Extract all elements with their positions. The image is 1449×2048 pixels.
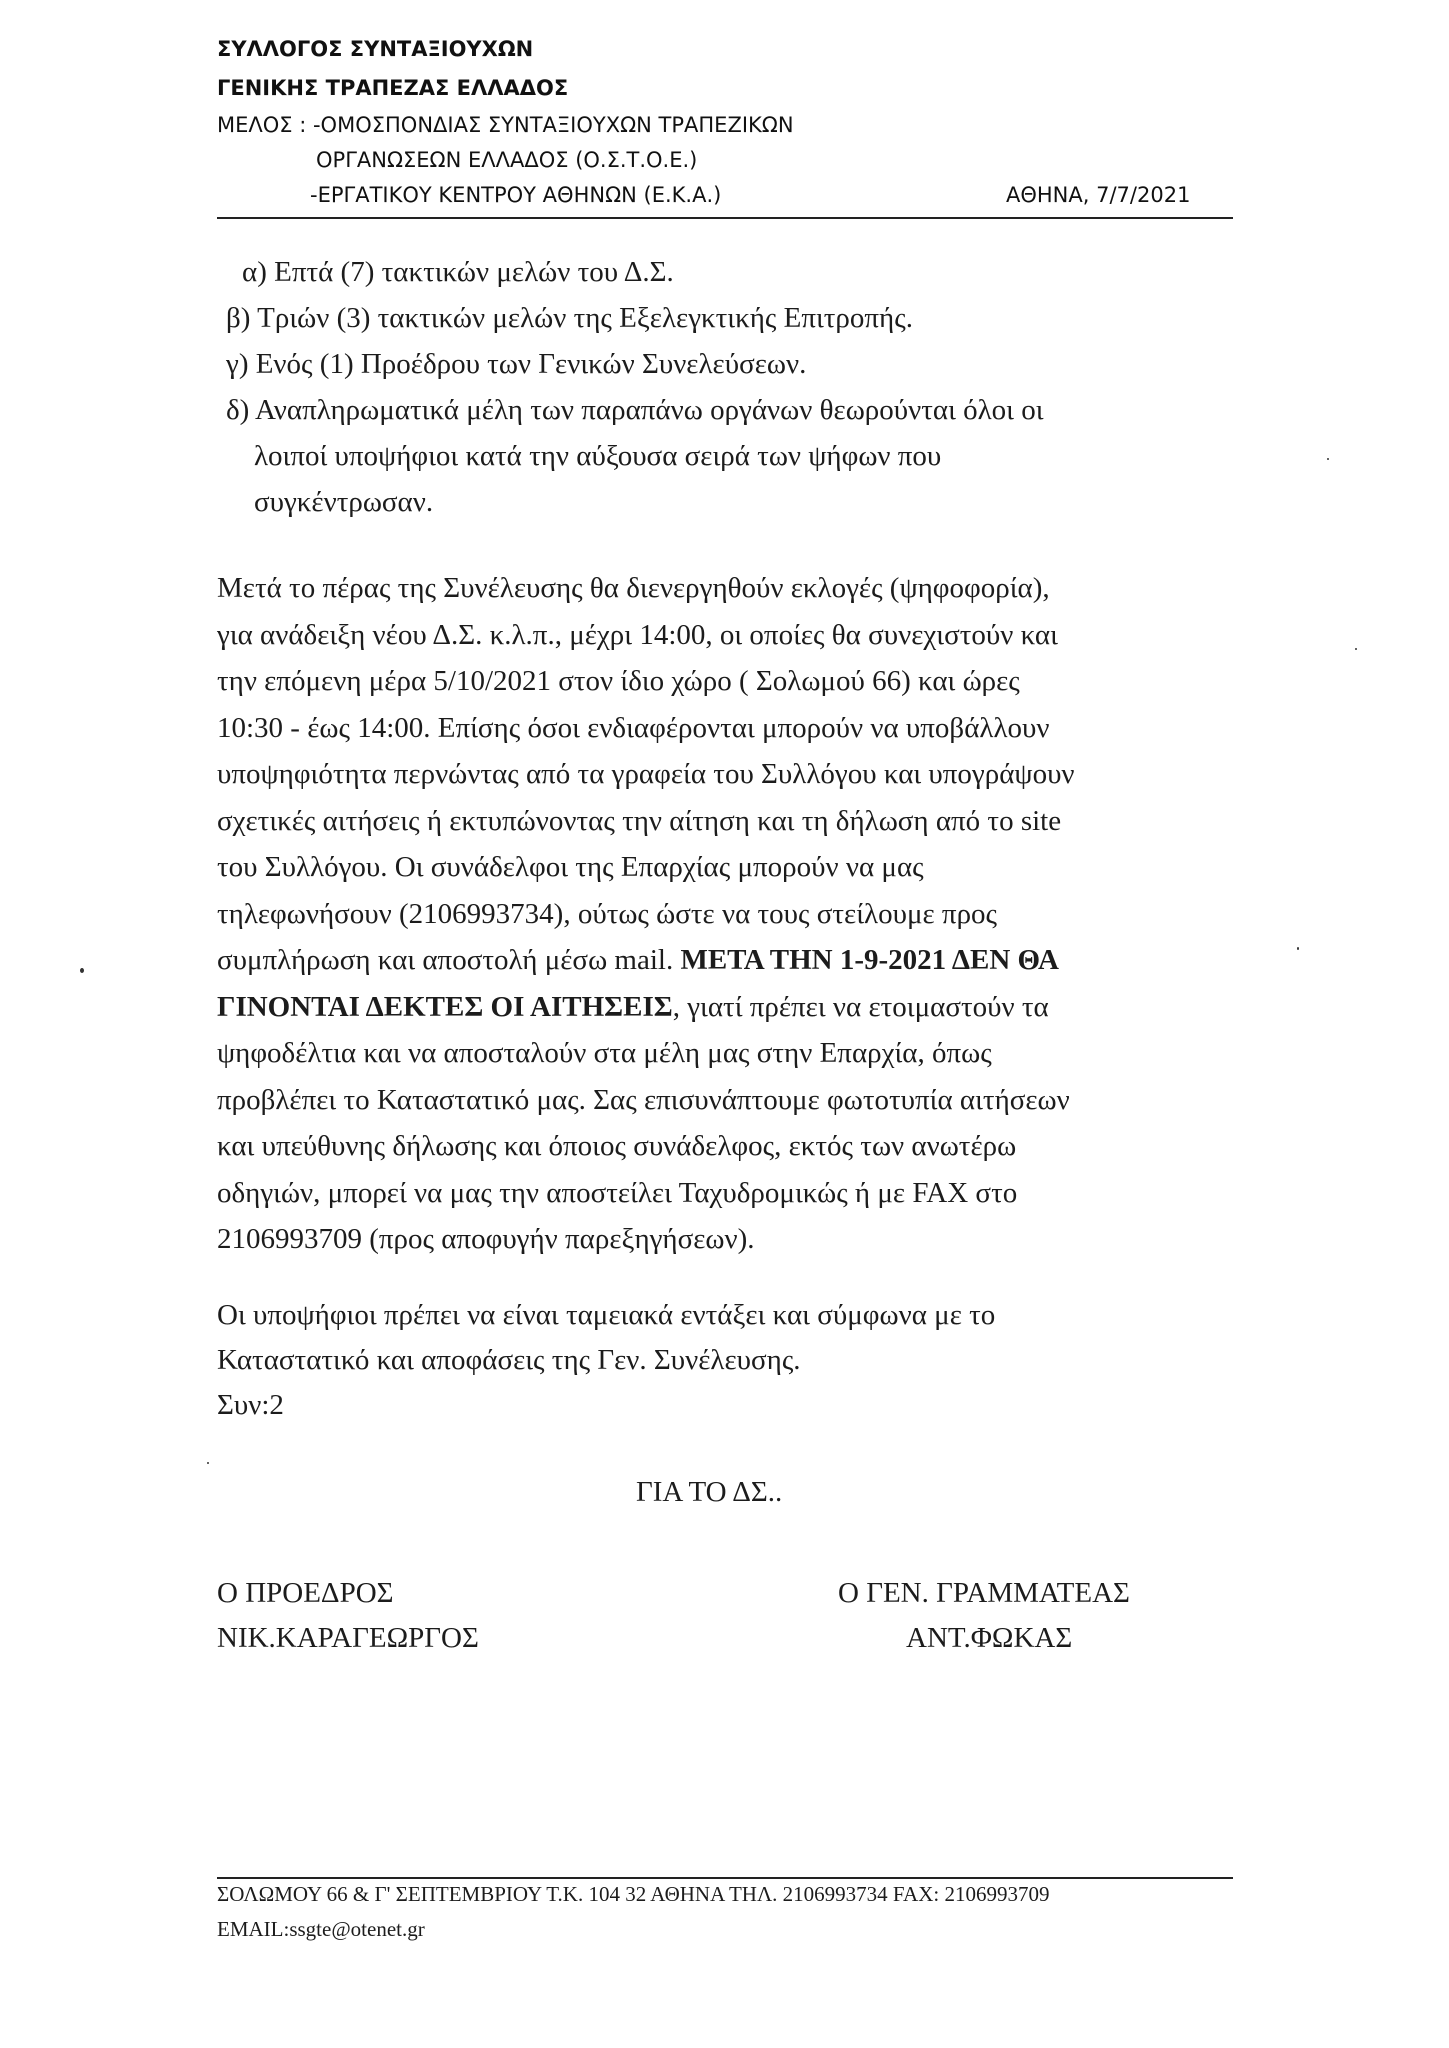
text-line: τηλεφωνήσουν (2106993734), ούτως ώστε να τους στείλουμε προς [217, 897, 998, 930]
list-item-d-continuation: συγκέντρωσαν. [254, 486, 434, 518]
deadline-notice: ΓΙΝΟΝΤΑΙ ΔΕΚΤΕΣ ΟΙ ΑΙΤΗΣΕΙΣ [217, 990, 673, 1023]
list-item-a: α) Επτά (7) τακτικών μελών του Δ.Σ. [242, 256, 674, 288]
text-line: προβλέπει το Καταστατικό μας. Σας επισυνάπτουμε φωτοτυπία αιτήσεων [217, 1083, 1070, 1116]
footer-email: EMAIL:ssgte@otenet.gr [217, 1917, 425, 1941]
text-line: 10:30 - έως 14:00. Επίσης όσοι ενδιαφέρονται μπορούν να υποβάλλουν [217, 711, 1050, 744]
text-line [217, 937, 1237, 984]
scan-speck [1355, 648, 1357, 650]
elections-paragraph [217, 565, 1237, 1263]
footer-address: ΣΟΛΩΜΟΥ 66 & Γ' ΣΕΠΤΕΜΒΡΙΟΥ Τ.Κ. 104 32 ΑΘΗΝΑ ΤΗΛ. 2106993734 FAX: 2106993709 [217, 1882, 1050, 1906]
text-line: υποψηφιότητα περνώντας από τα γραφεία του Συλλόγου και υπογράψουν [217, 758, 1075, 790]
text-line: του Συλλόγου. Οι συνάδελφοι της Επαρχίας μπορούν να μας [217, 851, 924, 883]
text-line: 2106993709 (προς αποφυγήν παρεξηγήσεων). [217, 1223, 755, 1255]
text-line: ψηφοδέλτια και να αποσταλούν στα μέλη μας στην Επαρχία, όπως [217, 1037, 992, 1069]
text-segment: , γιατί πρέπει να ετοιμαστούν τα [672, 990, 1049, 1023]
text-line: οδηγιών, μπορεί να μας την αποστείλει Ταχυδρομικώς ή με FAX στο [217, 1176, 1018, 1209]
text-segment: συμπλήρωση και αποστολή μέσω mail. [217, 944, 681, 976]
text-line: για ανάδειξη νέου Δ.Σ. κ.λ.π., μέχρι 14:00, οι οποίες θα συνεχιστούν και [217, 618, 1058, 651]
membership-line1: ΜΕΛΟΣ : -ΟΜΟΣΠΟΝΔΙΑΣ ΣΥΝΤΑΞΙΟΥΧΩΝ ΤΡΑΠΕΖΙΚΩΝ [217, 113, 794, 137]
document-date: ΑΘΗΝΑ, 7/7/2021 [1006, 183, 1191, 207]
attachments-count: Συν:2 [217, 1389, 284, 1421]
text-line: Καταστατικό και αποφάσεις της Γεν. Συνέλευσης. [217, 1344, 801, 1376]
secretary-title: Ο ΓΕΝ. ΓΡΑΜΜΑΤΕΑΣ [838, 1577, 1130, 1609]
president-title: Ο ΠΡΟΕΔΡΟΣ [217, 1577, 394, 1609]
text-line: την επόμενη μέρα 5/10/2021 στον ίδιο χώρο ( Σολωμού 66) και ώρες [217, 665, 1020, 697]
membership-line2: ΟΡΓΑΝΩΣΕΩΝ ΕΛΛΑΔΟΣ (Ο.Σ.Τ.Ο.Ε.) [316, 148, 698, 172]
secretary-name: ΑΝΤ.ΦΩΚΑΣ [906, 1622, 1073, 1654]
list-item-c: γ) Ενός (1) Προέδρου των Γενικών Συνελεύσεων. [226, 348, 807, 380]
scan-speck [1327, 458, 1329, 460]
text-line: Οι υποψήφιοι πρέπει να είναι ταμειακά εντάξει και σύμφωνα με το [217, 1299, 996, 1331]
text-line: σχετικές αιτήσεις ή εκτυπώνοντας την αίτηση και τη δήλωση από το site [217, 804, 1062, 837]
text-line: Μετά το πέρας της Συνέλευσης θα διενεργηθούν εκλογές (ψηφοφορία), [217, 572, 1050, 604]
text-line: και υπεύθυνης δήλωσης και όποιος συνάδελφος, εκτός των ανωτέρω [217, 1130, 1017, 1162]
scan-speck [80, 968, 84, 973]
list-item-b: β) Τριών (3) τακτικών μελών της Εξελεγκτικής Επιτροπής. [226, 302, 913, 334]
deadline-notice: ΜΕΤΑ ΤΗΝ 1-9-2021 ΔΕΝ ΘΑ [680, 944, 1059, 976]
text-line [217, 984, 1237, 1031]
org-name-line1: ΣΥΛΛΟΓΟΣ ΣΥΝΤΑΞΙΟΥΧΩΝ [217, 37, 534, 61]
list-item-d-continuation: λοιποί υποψήφιοι κατά την αύξουσα σειρά των ψήφων που [254, 440, 942, 472]
scan-speck [1297, 947, 1299, 950]
header-divider [217, 217, 1233, 219]
on-behalf-of-board: ΓΙΑ ΤΟ ΔΣ.. [636, 1476, 783, 1508]
scan-speck [207, 1462, 209, 1464]
president-name: ΝΙΚ.ΚΑΡΑΓΕΩΡΓΟΣ [217, 1622, 479, 1654]
footer-divider [217, 1877, 1233, 1879]
list-item-d: δ) Αναπληρωματικά μέλη των παραπάνω οργάνων θεωρούνται όλοι οι [226, 394, 1044, 426]
membership-line3: -ΕΡΓΑΤΙΚΟΥ ΚΕΝΤΡΟΥ ΑΘΗΝΩΝ (Ε.Κ.Α.) [310, 183, 722, 207]
org-name-line2: ΓΕΝΙΚΗΣ ΤΡΑΠΕΖΑΣ ΕΛΛΑΔΟΣ [217, 76, 569, 100]
candidates-requirement-paragraph [217, 1293, 995, 1428]
